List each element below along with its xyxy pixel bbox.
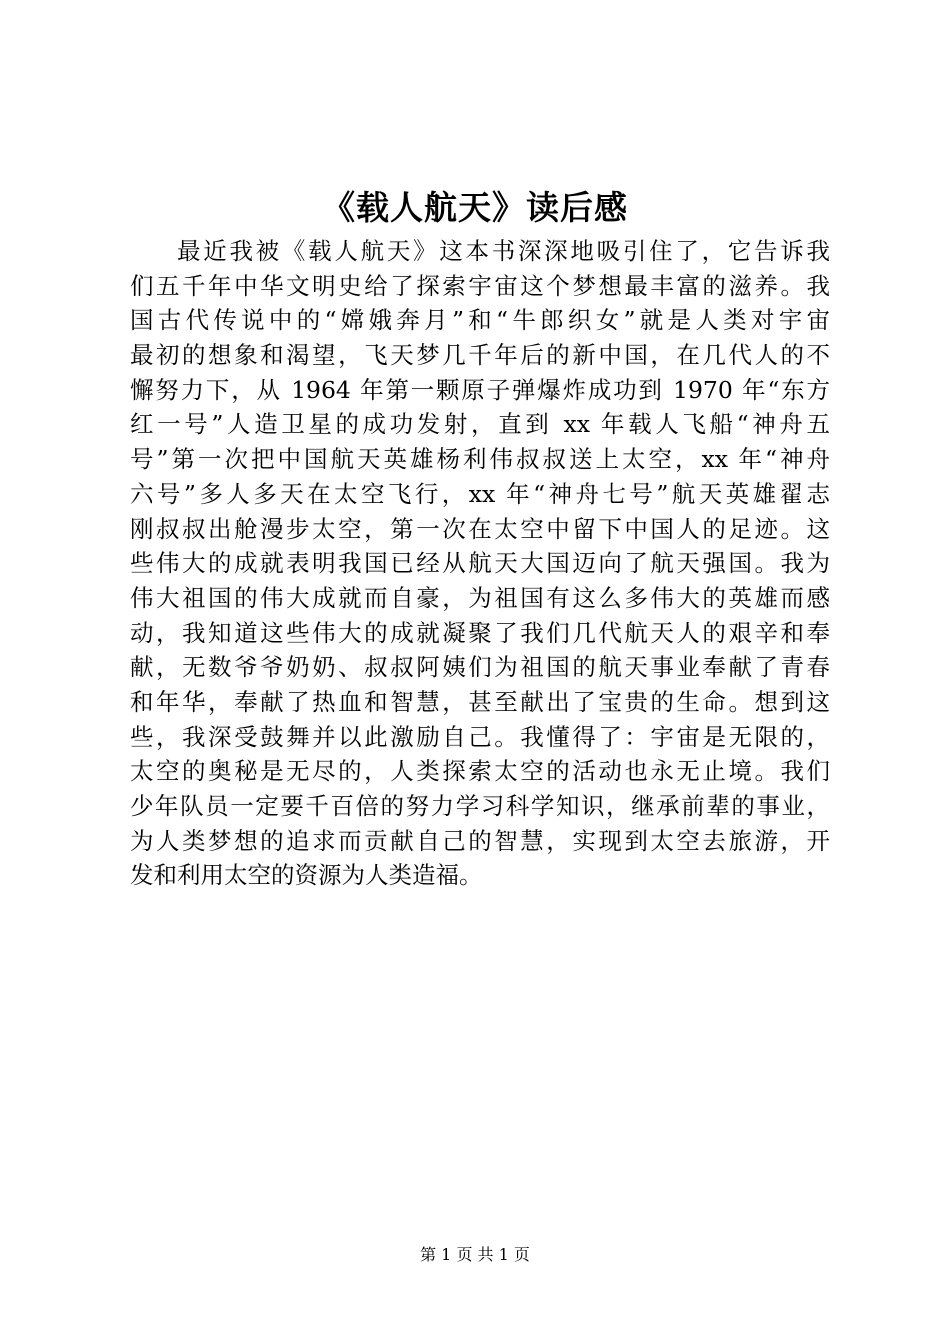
paragraph-line: 国古代传说中的“嫦娥奔月”和“牛郎织女”就是人类对宇宙 [130, 306, 830, 335]
paragraph-line: 些伟大的成就表明我国已经从航天大国迈向了航天强国。我为 [130, 549, 830, 578]
page-number-footer: 第 1 页 共 1 页 [420, 1245, 530, 1264]
paragraph-line: 刚叔叔出舱漫步太空，第一次在太空中留下中国人的足迹。这 [130, 514, 830, 543]
paragraph-line: 太空的奥秘是无尽的，人类探索太空的活动也永无止境。我们 [130, 757, 830, 786]
body-paragraph [130, 234, 830, 893]
paragraph-line: 号”第一次把中国航天英雄杨利伟叔叔送上太空，xx 年“神舟 [130, 445, 830, 474]
document-title: 《载人航天》读后感 [322, 188, 628, 227]
paragraph-line: 发和利用太空的资源为人类造福。 [130, 861, 483, 890]
paragraph-line: 少年队员一定要千百倍的努力学习科学知识，继承前辈的事业， [130, 792, 830, 820]
paragraph-line: 六号”多人多天在太空飞行，xx 年“神舟七号”航天英雄翟志 [130, 479, 830, 508]
paragraph-line: 们五千年中华文明史给了探索宇宙这个梦想最丰富的滋养。我 [130, 271, 830, 300]
paragraph-line: 懈努力下，从 1964 年第一颗原子弹爆炸成功到 1970 年“东方 [130, 375, 830, 404]
paragraph-line: 最初的想象和渴望，飞天梦几千年后的新中国，在几代人的不 [130, 341, 830, 370]
paragraph-line: 为人类梦想的追求而贡献自己的智慧，实现到太空去旅游，开 [130, 826, 830, 855]
paragraph-line: 最近我被《载人航天》这本书深深地吸引住了，它告诉我 [177, 237, 830, 265]
paragraph-line: 些，我深受鼓舞并以此激励自己。我懂得了：宇宙是无限的， [130, 722, 830, 751]
paragraph-line: 和年华，奉献了热血和智慧，甚至献出了宝贵的生命。想到这 [130, 687, 830, 716]
paragraph-line: 伟大祖国的伟大成就而自豪，为祖国有这么多伟大的英雄而感 [130, 583, 830, 612]
paragraph-line: 红一号”人造卫星的成功发射，直到 xx 年载人飞船“神舟五 [130, 410, 830, 439]
paragraph-line: 动，我知道这些伟大的成就凝聚了我们几代航天人的艰辛和奉 [130, 618, 830, 647]
paragraph-line: 献，无数爷爷奶奶、叔叔阿姨们为祖国的航天事业奉献了青春 [130, 653, 830, 682]
